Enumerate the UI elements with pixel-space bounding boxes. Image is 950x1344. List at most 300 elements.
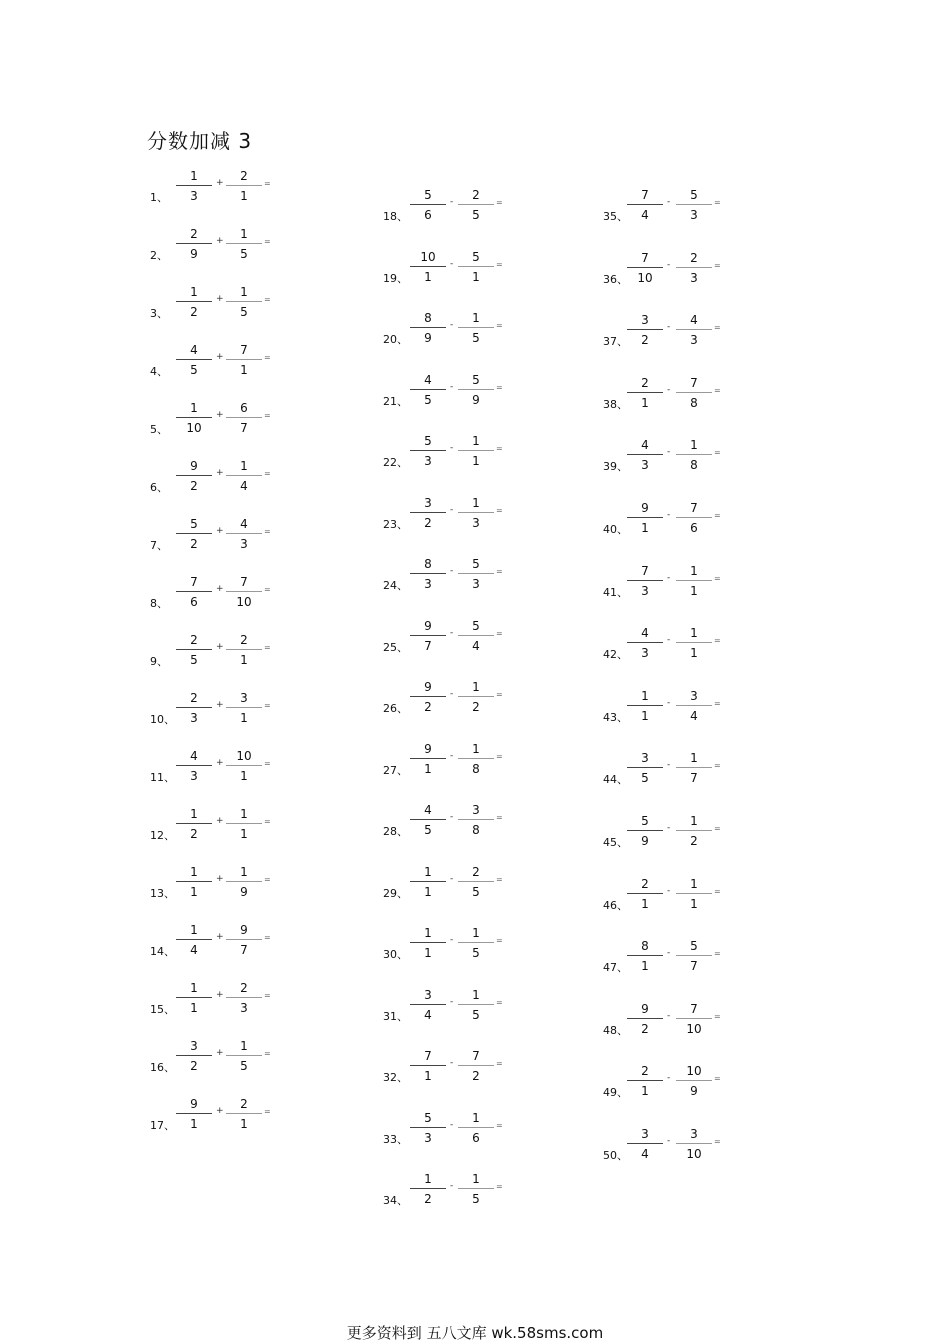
fraction-a-denominator: 10 [186, 421, 202, 435]
fraction-b-numerator: 9 [240, 923, 248, 937]
problem-number: 42、 [603, 648, 628, 662]
fraction-a-bar [176, 359, 212, 360]
fraction-a-bar [627, 267, 663, 268]
operator-sign: - [667, 259, 671, 270]
problem-number: 2、 [150, 249, 168, 262]
fraction-b-denominator: 6 [472, 1130, 480, 1145]
fraction-a-numerator: 8 [424, 557, 432, 571]
fraction-a-numerator: 3 [190, 1039, 198, 1053]
fraction-b-bar [676, 580, 712, 581]
fraction-b-denominator: 5 [240, 305, 248, 319]
fraction-b-numerator: 1 [690, 626, 698, 641]
fraction-a-numerator: 5 [424, 1110, 432, 1125]
fraction-a-numerator: 1 [190, 169, 198, 183]
fraction-a-denominator: 1 [641, 959, 649, 974]
equals-sign: = [496, 198, 503, 207]
fraction-a-numerator: 4 [190, 343, 198, 357]
fraction-a-numerator: 1 [190, 401, 198, 415]
fraction-b-bar [226, 301, 262, 302]
fraction-a-denominator: 5 [190, 363, 198, 377]
fraction-b-denominator: 2 [472, 700, 480, 714]
operator-sign: + [216, 642, 224, 652]
fraction-a-numerator: 9 [424, 680, 432, 694]
fraction-b-bar [226, 649, 262, 650]
fraction-b-denominator: 5 [240, 1059, 248, 1073]
fraction-b-numerator: 1 [240, 807, 248, 821]
fraction-b-numerator: 1 [472, 311, 480, 325]
operator-sign: - [450, 935, 454, 945]
fraction-a-denominator: 1 [424, 1069, 432, 1083]
operator-sign: + [216, 294, 224, 304]
fraction-a-bar [410, 819, 446, 820]
fraction-a-denominator: 3 [190, 769, 198, 783]
operator-sign: - [667, 697, 671, 708]
equals-sign: = [264, 1107, 271, 1116]
fraction-a-numerator: 1 [190, 923, 198, 937]
fraction-a-bar [410, 942, 446, 943]
problem-number: 48、 [603, 1023, 628, 1037]
fraction-b-bar [458, 819, 494, 820]
problem-number: 8、 [150, 597, 168, 610]
fraction-a-bar [410, 758, 446, 759]
fraction-b-numerator: 2 [240, 1097, 248, 1111]
fraction-b-numerator: 1 [472, 680, 480, 694]
fraction-b-denominator: 9 [690, 1084, 698, 1099]
fraction-a-bar [627, 642, 663, 643]
equals-sign: = [264, 875, 271, 884]
problem-number: 21、 [383, 394, 408, 408]
fraction-b-bar [676, 267, 712, 268]
fraction-b-denominator: 4 [690, 708, 698, 723]
fraction-b-numerator: 7 [472, 1049, 480, 1063]
fraction-a-numerator: 7 [641, 563, 649, 578]
problem-number: 38、 [603, 397, 628, 411]
equals-sign: = [496, 813, 503, 822]
fraction-a-numerator: 2 [641, 375, 649, 390]
problem-number: 43、 [603, 710, 628, 724]
equals-sign: = [496, 382, 503, 392]
fraction-a-numerator: 3 [641, 1127, 649, 1141]
fraction-a-denominator: 1 [641, 521, 649, 535]
fraction-b-denominator: 1 [472, 269, 480, 284]
fraction-a-numerator: 2 [641, 876, 649, 891]
operator-sign: - [667, 1010, 671, 1021]
fraction-b-bar [458, 942, 494, 943]
fraction-b-bar [676, 955, 712, 956]
fraction-a-bar [176, 301, 212, 302]
fraction-b-numerator: 1 [472, 1172, 480, 1186]
fraction-b-numerator: 1 [472, 495, 480, 510]
problem-number: 36、 [603, 272, 628, 286]
page-title: 分数加减 3 [147, 129, 253, 153]
problem-number: 34、 [383, 1194, 408, 1207]
fraction-b-numerator: 5 [472, 557, 480, 571]
operator-sign: + [216, 526, 224, 536]
fraction-b-bar [458, 696, 494, 697]
equals-sign: = [714, 1137, 721, 1146]
equals-sign: = [264, 991, 271, 1000]
fraction-a-numerator: 7 [424, 1049, 432, 1063]
fraction-a-numerator: 9 [641, 1001, 649, 1016]
fraction-b-denominator: 2 [472, 1069, 480, 1083]
problem-number: 30、 [383, 948, 408, 961]
fraction-b-numerator: 1 [690, 438, 698, 453]
fraction-b-numerator: 2 [690, 250, 698, 265]
fraction-a-numerator: 5 [424, 188, 432, 202]
fraction-b-denominator: 4 [240, 479, 248, 493]
fraction-a-numerator: 9 [641, 501, 649, 515]
problem-number: 46、 [603, 898, 628, 912]
fraction-a-numerator: 9 [424, 618, 432, 633]
fraction-b-numerator: 4 [690, 313, 698, 328]
fraction-a-numerator: 1 [641, 688, 649, 703]
fraction-b-denominator: 1 [240, 189, 248, 203]
equals-sign: = [496, 1059, 503, 1068]
fraction-b-bar [226, 533, 262, 534]
equals-sign: = [264, 701, 271, 710]
operator-sign: - [667, 572, 671, 583]
fraction-b-numerator: 6 [240, 401, 248, 415]
fraction-a-bar [176, 185, 212, 186]
operator-sign: - [450, 504, 454, 515]
fraction-b-numerator: 3 [690, 688, 698, 703]
problem-number: 11、 [150, 771, 175, 784]
equals-sign: = [264, 527, 271, 536]
fraction-a-denominator: 2 [190, 479, 198, 493]
fraction-b-bar [458, 327, 494, 328]
operator-sign: + [216, 874, 224, 884]
fraction-b-numerator: 2 [240, 169, 248, 183]
fraction-a-bar [627, 454, 663, 455]
fraction-a-bar [176, 997, 212, 998]
operator-sign: - [667, 948, 671, 959]
fraction-a-denominator: 5 [424, 392, 432, 407]
problem-number: 14、 [150, 945, 175, 958]
operator-sign: - [667, 635, 671, 646]
fraction-b-denominator: 6 [690, 521, 698, 535]
fraction-a-numerator: 1 [190, 981, 198, 995]
fraction-b-numerator: 2 [240, 981, 248, 995]
problem-number: 40、 [603, 523, 628, 536]
fraction-b-numerator: 7 [240, 575, 248, 589]
fraction-a-numerator: 2 [190, 633, 198, 647]
fraction-b-denominator: 7 [240, 943, 248, 957]
fraction-b-denominator: 1 [690, 583, 698, 598]
operator-sign: - [450, 996, 454, 1007]
fraction-a-numerator: 7 [641, 188, 649, 202]
fraction-a-denominator: 3 [424, 577, 432, 591]
problem-number: 18、 [383, 210, 408, 223]
fraction-a-bar [176, 243, 212, 244]
fraction-b-numerator: 7 [240, 343, 248, 357]
operator-sign: - [450, 566, 454, 576]
fraction-b-numerator: 1 [240, 1039, 248, 1053]
fraction-a-numerator: 1 [424, 864, 432, 879]
equals-sign: = [264, 411, 271, 420]
operator-sign: - [450, 750, 454, 761]
operator-sign: - [667, 823, 671, 833]
equals-sign: = [714, 1074, 721, 1084]
fraction-a-bar [627, 705, 663, 706]
problem-number: 4、 [150, 365, 168, 378]
fraction-a-bar [176, 591, 212, 592]
fraction-b-numerator: 1 [690, 814, 698, 828]
operator-sign: + [216, 584, 224, 594]
fraction-b-numerator: 1 [690, 876, 698, 891]
fraction-b-bar [458, 881, 494, 882]
equals-sign: = [496, 1120, 503, 1130]
fraction-b-denominator: 10 [236, 595, 252, 609]
problem-number: 1、 [150, 191, 168, 204]
operator-sign: - [450, 381, 454, 392]
fraction-a-numerator: 5 [190, 517, 198, 531]
fraction-a-numerator: 2 [190, 691, 198, 705]
fraction-b-bar [458, 450, 494, 451]
fraction-b-bar [226, 185, 262, 186]
operator-sign: - [450, 258, 454, 269]
fraction-a-denominator: 3 [641, 646, 649, 661]
fraction-a-bar [627, 517, 663, 518]
fraction-b-denominator: 1 [690, 646, 698, 661]
fraction-b-denominator: 3 [472, 515, 480, 530]
operator-sign: - [450, 1181, 454, 1191]
equals-sign: = [714, 198, 721, 207]
equals-sign: = [714, 511, 721, 520]
fraction-b-bar [226, 359, 262, 360]
fraction-a-denominator: 1 [641, 708, 649, 723]
fraction-b-bar [676, 204, 712, 205]
equals-sign: = [496, 936, 503, 945]
operator-sign: - [450, 873, 454, 884]
fraction-b-bar [676, 830, 712, 831]
equals-sign: = [264, 469, 271, 478]
problem-number: 15、 [150, 1003, 175, 1016]
problem-number: 7、 [150, 539, 168, 552]
fraction-a-bar [627, 329, 663, 330]
fraction-b-numerator: 1 [240, 459, 248, 473]
fraction-b-bar [458, 1065, 494, 1066]
fraction-a-bar [176, 939, 212, 940]
fraction-a-denominator: 4 [190, 943, 198, 957]
equals-sign: = [714, 385, 721, 395]
operator-sign: - [450, 812, 454, 822]
fraction-b-numerator: 4 [240, 517, 248, 531]
fraction-b-denominator: 8 [690, 395, 698, 410]
fraction-b-numerator: 5 [690, 939, 698, 954]
fraction-a-bar [176, 475, 212, 476]
problem-number: 3、 [150, 307, 168, 320]
fraction-b-bar [676, 705, 712, 706]
fraction-b-numerator: 1 [472, 926, 480, 940]
fraction-b-denominator: 1 [472, 454, 480, 468]
fraction-b-denominator: 1 [690, 896, 698, 911]
operator-sign: + [216, 236, 224, 246]
problem-number: 16、 [150, 1061, 175, 1074]
fraction-a-numerator: 1 [424, 926, 432, 940]
fraction-b-denominator: 1 [240, 363, 248, 377]
equals-sign: = [496, 690, 503, 699]
fraction-a-denominator: 3 [424, 1130, 432, 1145]
equals-sign: = [496, 874, 503, 884]
operator-sign: - [450, 197, 454, 207]
fraction-a-numerator: 1 [190, 865, 198, 879]
fraction-a-denominator: 2 [641, 333, 649, 348]
operator-sign: - [450, 627, 454, 638]
fraction-a-numerator: 3 [424, 987, 432, 1002]
equals-sign: = [714, 636, 721, 646]
fraction-a-numerator: 4 [641, 626, 649, 641]
equals-sign: = [264, 295, 271, 304]
fraction-a-denominator: 6 [190, 595, 198, 609]
fraction-b-numerator: 1 [240, 227, 248, 241]
equals-sign: = [496, 444, 503, 453]
fraction-a-denominator: 3 [190, 189, 198, 203]
fraction-a-denominator: 2 [190, 1059, 198, 1073]
fraction-b-denominator: 1 [240, 653, 248, 667]
problem-number: 17、 [150, 1119, 175, 1132]
fraction-b-denominator: 3 [690, 270, 698, 285]
fraction-a-numerator: 10 [420, 249, 436, 264]
fraction-a-bar [410, 696, 446, 697]
fraction-a-bar [176, 765, 212, 766]
operator-sign: - [450, 320, 454, 330]
problem-number: 9、 [150, 655, 168, 668]
fraction-b-bar [676, 454, 712, 455]
operator-sign: + [216, 468, 224, 478]
equals-sign: = [714, 886, 721, 896]
problem-number: 31、 [383, 1009, 408, 1023]
fraction-b-bar [226, 475, 262, 476]
fraction-b-bar [226, 1113, 262, 1114]
fraction-b-numerator: 2 [240, 633, 248, 647]
fraction-a-bar [410, 1004, 446, 1005]
fraction-b-numerator: 3 [690, 1127, 698, 1141]
equals-sign: = [714, 323, 721, 333]
fraction-b-numerator: 1 [690, 563, 698, 578]
fraction-a-numerator: 5 [424, 434, 432, 448]
operator-sign: - [667, 197, 671, 207]
operator-sign: - [667, 447, 671, 458]
fraction-a-denominator: 3 [641, 583, 649, 598]
problem-number: 41、 [603, 585, 628, 599]
fraction-a-bar [176, 417, 212, 418]
fraction-b-bar [676, 642, 712, 643]
problem-number: 32、 [383, 1071, 408, 1084]
fraction-b-denominator: 8 [472, 823, 480, 837]
fraction-b-denominator: 3 [690, 208, 698, 222]
operator-sign: + [216, 700, 224, 710]
problem-number: 35、 [603, 210, 628, 223]
fraction-a-numerator: 4 [641, 438, 649, 453]
equals-sign: = [496, 259, 503, 269]
fraction-a-denominator: 5 [641, 771, 649, 786]
fraction-a-bar [410, 1188, 446, 1189]
equals-sign: = [264, 353, 271, 362]
equals-sign: = [264, 237, 271, 246]
fraction-b-denominator: 5 [472, 1192, 480, 1206]
fraction-a-numerator: 2 [190, 227, 198, 241]
fraction-b-numerator: 5 [472, 249, 480, 264]
problem-number: 33、 [383, 1132, 408, 1146]
fraction-b-bar [226, 765, 262, 766]
fraction-a-bar [176, 649, 212, 650]
fraction-a-numerator: 1 [190, 807, 198, 821]
fraction-a-bar [410, 573, 446, 574]
operator-sign: + [216, 352, 224, 362]
fraction-a-bar [627, 392, 663, 393]
fraction-b-denominator: 1 [240, 769, 248, 783]
fraction-b-numerator: 7 [690, 375, 698, 390]
equals-sign: = [714, 824, 721, 833]
equals-sign: = [264, 179, 271, 188]
fraction-b-denominator: 1 [240, 827, 248, 841]
fraction-b-bar [676, 1018, 712, 1019]
fraction-b-denominator: 10 [686, 1147, 702, 1161]
fraction-b-bar [458, 635, 494, 636]
fraction-b-denominator: 5 [472, 331, 480, 345]
fraction-b-numerator: 1 [472, 741, 480, 756]
equals-sign: = [264, 1049, 271, 1058]
fraction-b-denominator: 5 [240, 247, 248, 261]
fraction-b-denominator: 3 [690, 333, 698, 348]
fraction-b-bar [458, 1004, 494, 1005]
fraction-b-denominator: 8 [472, 761, 480, 776]
problem-number: 28、 [383, 825, 408, 838]
fraction-a-denominator: 2 [424, 515, 432, 530]
fraction-b-numerator: 1 [690, 751, 698, 766]
fraction-a-denominator: 1 [190, 1001, 198, 1015]
fraction-a-denominator: 2 [190, 827, 198, 841]
fraction-a-denominator: 1 [641, 395, 649, 410]
fraction-a-numerator: 9 [190, 1097, 198, 1111]
fraction-a-denominator: 7 [424, 638, 432, 653]
fraction-a-numerator: 7 [641, 250, 649, 265]
fraction-a-denominator: 9 [190, 247, 198, 261]
equals-sign: = [264, 817, 271, 826]
operator-sign: - [667, 1136, 671, 1146]
equals-sign: = [714, 260, 721, 270]
fraction-b-numerator: 5 [472, 372, 480, 387]
operator-sign: + [216, 410, 224, 420]
problem-number: 10、 [150, 713, 175, 726]
problem-number: 47、 [603, 961, 628, 975]
fraction-b-numerator: 2 [472, 864, 480, 879]
fraction-a-bar [410, 389, 446, 390]
fraction-a-numerator: 2 [641, 1064, 649, 1079]
operator-sign: - [667, 760, 671, 771]
fraction-a-denominator: 1 [424, 269, 432, 284]
problem-number: 29、 [383, 886, 408, 900]
operator-sign: - [667, 384, 671, 395]
fraction-b-denominator: 5 [472, 884, 480, 899]
fraction-b-bar [458, 1127, 494, 1128]
fraction-a-denominator: 6 [424, 208, 432, 222]
operator-sign: + [216, 990, 224, 1000]
fraction-a-numerator: 9 [424, 741, 432, 756]
equals-sign: = [714, 1011, 721, 1021]
fraction-a-bar [627, 767, 663, 768]
fraction-a-denominator: 1 [190, 1117, 198, 1131]
fraction-b-denominator: 7 [240, 421, 248, 435]
problem-number: 27、 [383, 763, 408, 777]
fraction-a-denominator: 5 [190, 653, 198, 667]
fraction-a-denominator: 3 [190, 711, 198, 725]
fraction-b-bar [458, 204, 494, 205]
fraction-a-bar [176, 533, 212, 534]
fraction-b-denominator: 3 [240, 537, 248, 551]
fraction-a-numerator: 4 [190, 749, 198, 763]
fraction-a-denominator: 9 [641, 834, 649, 848]
